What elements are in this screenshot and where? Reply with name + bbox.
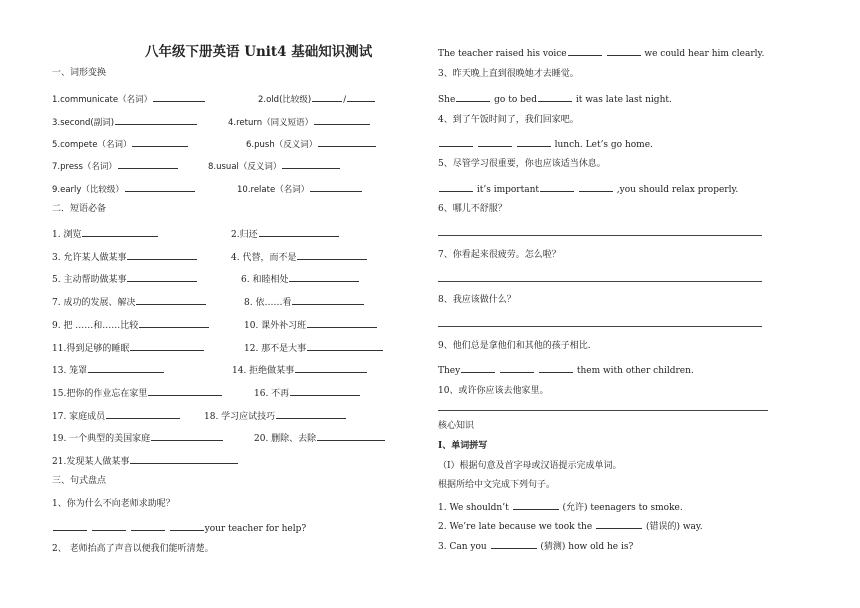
answer-blank[interactable]	[130, 453, 238, 464]
sentence-part: They	[438, 366, 461, 376]
answer-blank[interactable]	[136, 294, 206, 305]
item-1	[52, 91, 206, 106]
section-heading-sentences: 三、句式盘点	[52, 476, 107, 486]
sentence-part: She	[438, 95, 456, 105]
answer-blank[interactable]	[139, 317, 209, 328]
sentence-part: The teacher raised his voice	[438, 49, 567, 59]
sentence-part: it’s important	[476, 185, 540, 195]
question-3: 3、昨天晚上直到很晚她才去睡觉。	[438, 69, 579, 79]
phrase-label: 16. 不再	[254, 389, 290, 399]
answer-blank[interactable]	[118, 158, 178, 169]
phrase-4	[231, 249, 368, 264]
question-1: 1、你为什么不向老师求助呢？	[52, 499, 175, 509]
answer-blank[interactable]	[276, 408, 346, 419]
item-label: 1.communicate（名词）	[52, 95, 153, 105]
page-title: 八年级下册英语 Unit4 基础知识测试	[145, 44, 373, 60]
item-label: 4.return（同义短语）	[228, 118, 314, 128]
phrase-12	[244, 340, 384, 355]
item-label: 10.relate（名词）	[237, 185, 310, 195]
phrase-5	[52, 271, 198, 286]
question-7: 7、你看起来很疲劳。怎么啦？	[438, 250, 561, 260]
phrase-label: 8. 依……看	[244, 298, 292, 308]
answer-line-4	[438, 136, 653, 151]
answer-blank[interactable]	[538, 91, 572, 102]
answer-blank[interactable]	[297, 249, 367, 260]
answer-blank[interactable]	[439, 136, 473, 147]
answer-blank[interactable]	[88, 362, 164, 373]
answer-blank[interactable]	[310, 181, 362, 192]
answer-blank[interactable]	[127, 271, 197, 282]
answer-blank[interactable]	[151, 430, 223, 441]
item-label: 5.compete（名词）	[52, 140, 132, 150]
phrase-21	[52, 453, 239, 468]
answer-blank[interactable]	[539, 362, 573, 373]
answer-blank[interactable]	[513, 499, 559, 510]
phrase-label: 13. 笼罩	[52, 366, 88, 376]
question-6: 6、哪儿不舒服？	[438, 204, 507, 214]
phrase-17	[52, 408, 181, 423]
phrase-label: 11.得到足够的睡眠	[52, 344, 130, 354]
answer-line-1	[52, 520, 306, 535]
answer-blank[interactable]	[347, 91, 375, 102]
phrase-20	[254, 430, 386, 445]
answer-blank[interactable]	[500, 362, 534, 373]
section-heading-phrases: 二．短语必备	[52, 204, 107, 214]
answer-blank[interactable]	[456, 91, 490, 102]
phrase-label: 7. 成功的发展、解决	[52, 298, 136, 308]
phrase-label: 10. 课外补习班	[244, 321, 307, 331]
item-3	[52, 114, 198, 129]
phrase-label: 14. 拒绝做某事	[232, 366, 295, 376]
sentence-part: it was late last night.	[575, 95, 672, 105]
question-8: 8、我应该做什么？	[438, 295, 516, 305]
phrase-3	[52, 249, 198, 264]
item-2	[258, 91, 376, 106]
item-label: 8.usual（反义词）	[208, 162, 282, 172]
answer-blank[interactable]	[517, 136, 551, 147]
phrase-label: 20. 删除、去除	[254, 434, 317, 444]
instruction-2: 根据所给中文完成下列句子。	[438, 480, 556, 490]
sentence-part: go to bed	[494, 95, 537, 105]
phrase-14	[232, 362, 368, 377]
phrase-label: 21.发现某人做某事	[52, 457, 130, 467]
item-8	[208, 158, 341, 173]
phrase-18	[204, 408, 347, 423]
answer-blank[interactable]	[127, 249, 197, 260]
sentence-part: we could hear him clearly.	[644, 49, 765, 59]
section-heading-word-forms: 一、词形变换	[52, 68, 107, 78]
question-4: 4、到了午饭时间了，我们回家吧。	[438, 115, 579, 125]
phrase-label: 2.归还	[231, 230, 258, 240]
sentence-part: (允许) teenagers to smoke.	[562, 503, 683, 513]
sentence-part: 1. We shouldn’t	[438, 503, 509, 513]
sentence-part: 3. Can you	[438, 542, 487, 552]
answer-line-10[interactable]	[438, 410, 768, 411]
item-7	[52, 158, 179, 173]
item-4	[228, 114, 371, 129]
answer-blank[interactable]	[259, 226, 339, 237]
slash-separator: /	[343, 95, 347, 105]
answer-line-3	[438, 91, 672, 106]
part-1-heading: I、单词拼写	[438, 441, 488, 451]
answer-blank[interactable]	[579, 181, 613, 192]
answer-blank[interactable]	[289, 271, 359, 282]
answer-blank[interactable]	[148, 385, 222, 396]
spelling-item-3	[438, 538, 633, 553]
sentence-part: (错误的) way.	[645, 522, 703, 532]
answer-blank[interactable]	[314, 114, 370, 125]
answer-blank[interactable]	[491, 538, 537, 549]
answer-blank[interactable]	[307, 317, 377, 328]
phrase-label: 9. 把 ……和……比较	[52, 321, 139, 331]
item-6	[246, 136, 377, 151]
answer-line-8[interactable]	[438, 326, 762, 327]
phrase-6	[241, 271, 360, 286]
phrase-label: 18. 学习应试技巧	[204, 412, 276, 422]
phrase-label: 4. 代替，而不是	[231, 253, 297, 263]
answer-blank[interactable]	[130, 340, 204, 351]
sentence-tail: your teacher for help?	[204, 524, 307, 534]
phrase-label: 1. 浏览	[52, 230, 82, 240]
answer-blank[interactable]	[290, 385, 360, 396]
answer-blank[interactable]	[125, 181, 195, 192]
phrase-11	[52, 340, 205, 355]
item-label: 7.press（名词）	[52, 162, 117, 172]
question-10: 10、或许你应该去他家里。	[438, 386, 549, 396]
answer-blank[interactable]	[317, 430, 385, 441]
answer-blank[interactable]	[170, 520, 204, 531]
answer-blank[interactable]	[461, 362, 495, 373]
spelling-item-2	[438, 518, 703, 533]
phrase-19	[52, 430, 224, 445]
answer-line-6[interactable]	[438, 235, 762, 236]
answer-line-9	[438, 362, 694, 377]
item-5	[52, 136, 189, 151]
answer-blank[interactable]	[132, 136, 188, 147]
answer-blank[interactable]	[92, 520, 126, 531]
answer-line-7[interactable]	[438, 281, 762, 282]
phrase-label: 19. 一个典型的美国家庭	[52, 434, 151, 444]
phrase-8	[244, 294, 365, 309]
item-10	[237, 181, 363, 196]
answer-blank[interactable]	[82, 226, 158, 237]
phrase-2	[231, 226, 340, 241]
phrase-15	[52, 385, 223, 400]
phrase-13	[52, 362, 165, 377]
question-9: 9、他们总是拿他们和其他的孩子相比.	[438, 341, 591, 351]
phrase-label: 15.把你的作业忘在家里	[52, 389, 148, 399]
answer-blank[interactable]	[568, 45, 602, 56]
answer-blank[interactable]	[131, 520, 165, 531]
answer-blank[interactable]	[295, 362, 367, 373]
phrase-7	[52, 294, 207, 309]
answer-blank[interactable]	[596, 518, 642, 529]
phrase-10	[244, 317, 378, 332]
answer-blank[interactable]	[282, 158, 340, 169]
phrase-label: 12. 那不是大事	[244, 344, 307, 354]
answer-blank[interactable]	[540, 181, 574, 192]
item-label: 3.second(副词)	[52, 118, 115, 128]
answer-blank[interactable]	[106, 408, 180, 419]
answer-blank[interactable]	[53, 520, 87, 531]
item-label: 9.early（比较级）	[52, 185, 124, 195]
answer-blank[interactable]	[439, 181, 473, 192]
answer-blank[interactable]	[607, 45, 641, 56]
phrase-label: 5. 主动帮助做某事	[52, 275, 127, 285]
item-9	[52, 181, 196, 196]
answer-blank[interactable]	[312, 91, 342, 102]
answer-blank[interactable]	[307, 340, 383, 351]
answer-blank[interactable]	[115, 114, 197, 125]
phrase-9	[52, 317, 210, 332]
answer-blank[interactable]	[292, 294, 364, 305]
answer-blank[interactable]	[478, 136, 512, 147]
instruction-1: （I）根据句意及首字母或汉语提示完成单词。	[438, 461, 622, 471]
item-label: 2.old(比较级)	[258, 95, 312, 105]
phrase-label: 17. 家庭成员	[52, 412, 106, 422]
question-2: 2、 老师抬高了声音以便我们能听清楚。	[52, 544, 214, 554]
sentence-part: them with other children.	[576, 366, 694, 376]
answer-blank[interactable]	[153, 91, 205, 102]
answer-line-5	[438, 181, 738, 196]
answer-line-2	[438, 45, 764, 60]
sentence-part: ,you should relax properly.	[616, 185, 739, 195]
answer-blank[interactable]	[318, 136, 376, 147]
sentence-part: (猜测) how old he is?	[540, 542, 634, 552]
phrase-label: 6. 和睦相处	[241, 275, 289, 285]
sentence-part: 2. We’re late because we took the	[438, 522, 593, 532]
question-5: 5、尽管学习很重要，你也应该适当休息。	[438, 159, 606, 169]
sentence-part: lunch. Let’s go home.	[554, 140, 653, 150]
core-knowledge-heading: 核心知识	[438, 421, 475, 431]
item-label: 6.push（反义词）	[246, 140, 318, 150]
phrase-1	[52, 226, 159, 241]
phrase-16	[254, 385, 361, 400]
spelling-item-1	[438, 499, 683, 514]
phrase-label: 3. 允许某人做某事	[52, 253, 127, 263]
